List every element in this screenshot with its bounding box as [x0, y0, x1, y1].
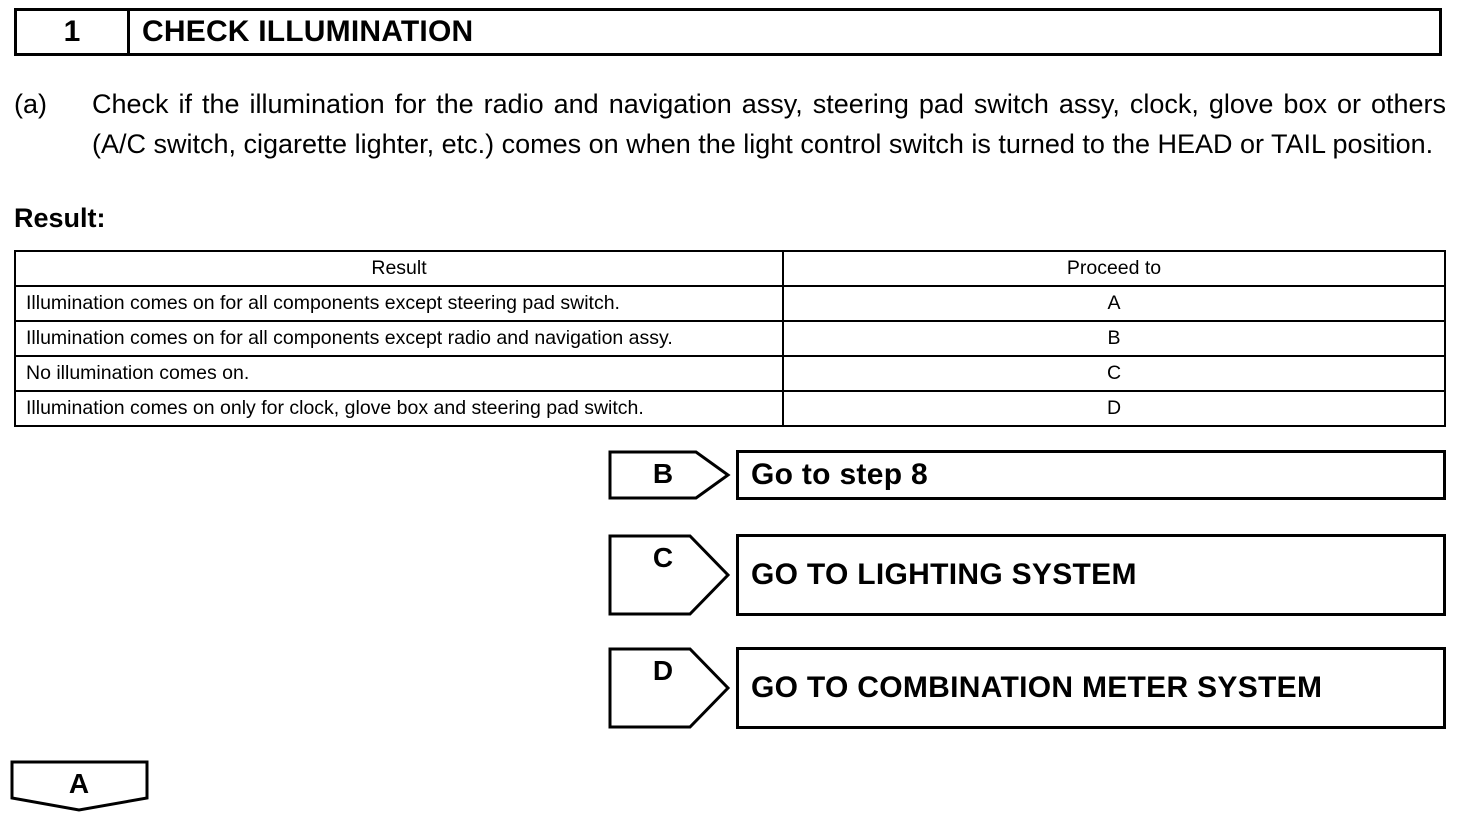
outcome-code: C	[652, 542, 674, 573]
step-number: 1	[17, 11, 130, 53]
results-table	[14, 250, 1446, 427]
instruction	[14, 84, 1446, 164]
table-row	[15, 391, 1445, 426]
next-code: A	[68, 768, 90, 799]
header-result: Result	[15, 251, 783, 286]
outcome-code: B	[652, 458, 674, 489]
result-cell: No illumination comes on.	[15, 356, 783, 391]
outcome-target[interactable]: GO TO LIGHTING SYSTEM	[736, 534, 1446, 616]
instruction-label: (a)	[14, 89, 47, 119]
result-cell: Illumination comes on for all components except radio and navigation assy.	[15, 321, 783, 356]
instruction-text: Check if the illumination for the radio and navigation assy, steering pad switch assy, clock, glove box or others (A/C switch, cigarette lighter, etc.) comes on when the light control switch is turned to the HEAD or TAIL position.	[92, 89, 1446, 159]
table-header-row	[15, 251, 1445, 286]
proceed-cell: B	[783, 321, 1445, 356]
step-title: CHECK ILLUMINATION	[142, 15, 474, 48]
proceed-cell: D	[783, 391, 1445, 426]
outcome-d[interactable]	[608, 647, 1446, 729]
result-cell: Illumination comes on for all components except steering pad switch.	[15, 286, 783, 321]
proceed-cell: A	[783, 286, 1445, 321]
outcome-target[interactable]: GO TO COMBINATION METER SYSTEM	[736, 647, 1446, 729]
outcome-target[interactable]: Go to step 8	[736, 450, 1446, 500]
next-step-tab-a[interactable]	[10, 760, 150, 812]
table-row	[15, 356, 1445, 391]
header-proceed: Proceed to	[783, 251, 1445, 286]
table-row	[15, 286, 1445, 321]
outcome-b[interactable]	[608, 450, 1446, 500]
outcome-c[interactable]	[608, 534, 1446, 616]
outcome-code: D	[652, 655, 674, 686]
result-label: Result:	[14, 203, 106, 233]
result-cell: Illumination comes on only for clock, glove box and steering pad switch.	[15, 391, 783, 426]
table-row	[15, 321, 1445, 356]
step-header	[14, 8, 1442, 56]
proceed-cell: C	[783, 356, 1445, 391]
